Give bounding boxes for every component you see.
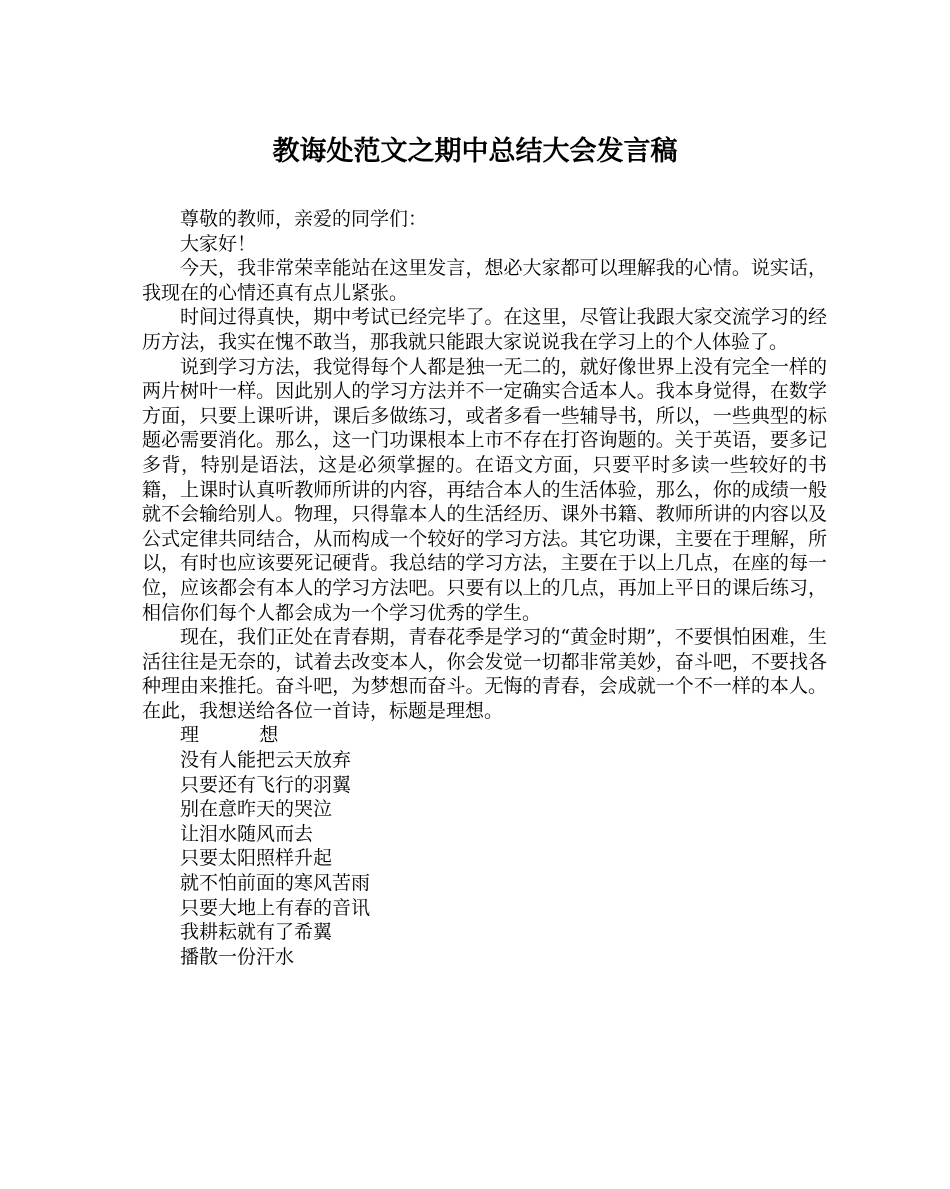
paragraph-exam: 时间过得真快，期中考试已经完毕了。在这里，尽管让我跟大家交流学习的经历方法，我实在愧不敢当，那我就只能跟大家说说我在学习上的个人体验了。 <box>142 306 827 353</box>
document-title: 教诲处范文之期中总结大会发言稿 <box>272 136 678 167</box>
poem-line: 只要还有飞行的羽翼 <box>180 773 352 796</box>
poem-line: 让泪水随风而去 <box>180 822 314 845</box>
poem-line: 播散一份汗水 <box>180 945 295 968</box>
paragraph-intro: 今天，我非常荣幸能站在这里发言，想必大家都可以理解我的心情。说实话，我现在的心情还真有点儿紧张。 <box>142 257 827 304</box>
poem-line: 没有人能把云天放弃 <box>180 749 352 772</box>
salutation: 尊敬的教师，亲爱的同学们： <box>180 208 428 230</box>
poem-line: 只要太阳照样升起 <box>180 847 333 870</box>
document-body <box>142 207 827 969</box>
poem-line: 就不怕前面的寒风苦雨 <box>180 872 371 895</box>
greeting: 大家好！ <box>180 232 257 255</box>
poem-line: 只要大地上有春的音讯 <box>180 896 371 919</box>
poem-line: 我耕耘就有了希翼 <box>180 921 333 944</box>
paragraph-youth: 现在，我们正处在青春期，青春花季是学习的“黄金时期”，不要惧怕困难，生活往往是无奈的，试着去改变本人，你会发觉一切都非常美妙，奋斗吧，不要找各种理由来推托。奋斗吧，为梦想而奋斗。无悔的青春，会成就一个不一样的本人。在此，我想送给各位一首诗，标题是理想。 <box>142 626 827 722</box>
poem-title: 理 想 <box>180 724 279 747</box>
poem-line: 别在意昨天的哭泣 <box>180 798 333 821</box>
paragraph-methods: 说到学习方法，我觉得每个人都是独一无二的，就好像世界上没有完全一样的两片树叶一样。因此别人的学习方法并不一定确实合适本人。我本身觉得，在数学方面，只要上课听讲，课后多做练习，或者多看一些辅导书，所以，一些典型的标题必需要消化。那么，这一门功课根本上市不存在打咨询题的。关于英语，要多记多背，特别是语法，这是必须掌握的。在语文方面，只要平时多读一些较好的书籍，上课时认真听教师所讲的内容，再结合本人的生活体验，那么，你的成绩一般就不会输给别人。物理，只得靠本人的生活经历、课外书籍、教师所讲的内容以及公式定律共同结合，从而构成一个较好的学习方法。其它功课，主要在于理解，所以，有时也应该要死记硬背。我总结的学习方法，主要在于以上几点，在座的每一位，应该都会有本人的学习方法吧。只要有以上的几点，再加上平日的课后练习，相信你们每个人都会成为一个学习优秀的学生。 <box>142 355 827 624</box>
